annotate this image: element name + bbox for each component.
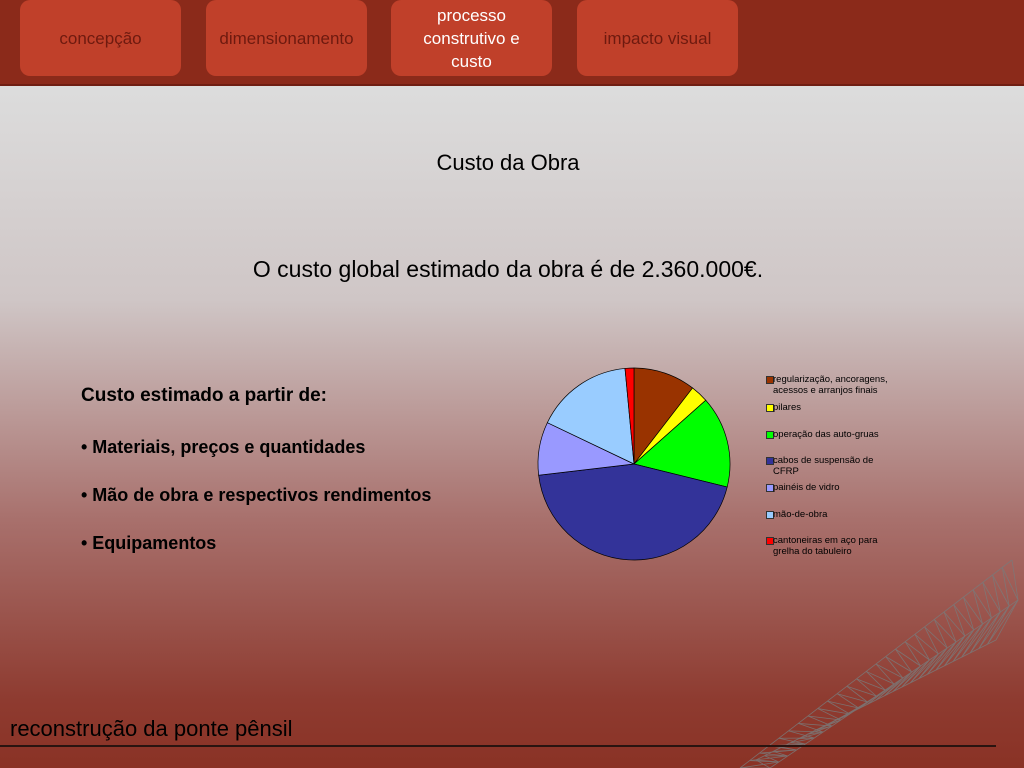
legend-label: cabos de suspensão de CFRP: [773, 455, 874, 477]
slide-subheading: O custo global estimado da obra é de 2.360.000€.: [252, 256, 764, 282]
basis-item: • Materiais, preços e quantidades: [81, 437, 366, 457]
tab-label: impacto visual: [603, 28, 712, 48]
legend-label: mão-de-obra: [773, 509, 828, 520]
slide-heading: Custo da Obra: [436, 150, 580, 175]
tab-label: dimensionamento: [219, 28, 354, 48]
legend-label: cantoneiras em aço para grelha do tabuleiro: [773, 535, 878, 557]
basis-item: • Mão de obra e respectivos rendimentos: [81, 485, 432, 505]
tab-label: processo construtivo e custo: [423, 5, 520, 71]
tab-label: concepção: [59, 28, 142, 48]
legend-label: operação das auto-gruas: [773, 429, 879, 440]
basis-item: • Equipamentos: [81, 533, 217, 553]
legend-label: regularização, ancoragens, acessos e arranjos finais: [773, 374, 888, 396]
footer-divider: [0, 745, 996, 747]
basis-title: Custo estimado a partir de:: [81, 385, 327, 406]
legend-label: pilares: [773, 402, 801, 413]
footer-title: reconstrução da ponte pênsil: [10, 716, 293, 741]
legend-label: painéis de vidro: [773, 482, 840, 493]
